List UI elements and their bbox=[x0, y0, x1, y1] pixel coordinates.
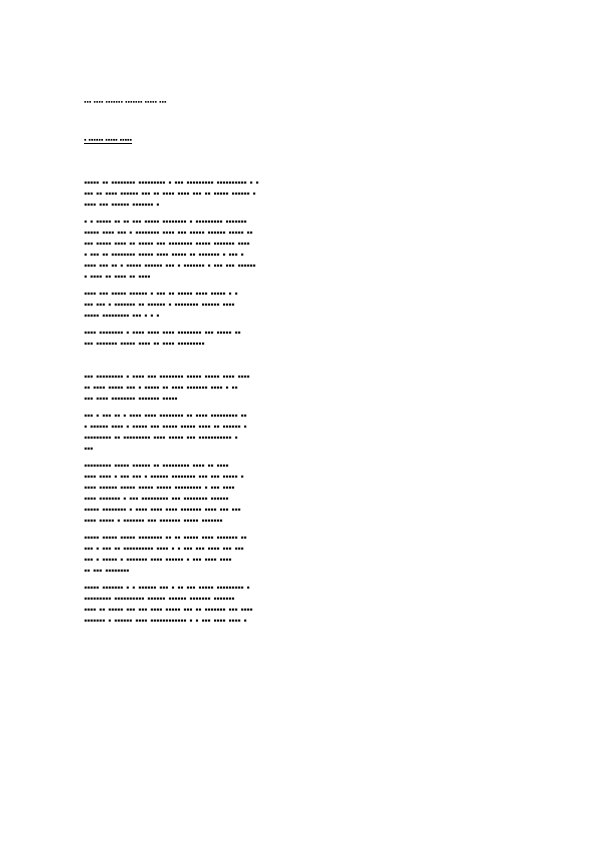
text-line: ▪▪▪▪ ▪▪▪ ▪▪▪▪▪ ▪▪▪▪▪▪ ▪ ▪▪▪ ▪▪ ▪▪▪▪▪ ▪▪▪▪ ▪▪▪▪▪ ▪ ▪ bbox=[84, 291, 238, 297]
text-line: ▪▪▪▪▪▪▪▪▪ ▪▪▪▪▪▪▪▪▪▪ ▪▪▪▪▪▪ ▪▪▪▪▪▪ ▪▪▪▪▪▪▪ ▪▪▪▪▪▪▪ bbox=[84, 596, 235, 602]
text-line: ▪▪▪ ▪▪▪▪▪▪▪ ▪▪▪▪▪ ▪▪▪▪ ▪▪ ▪▪▪▪ ▪▪▪▪▪▪▪▪▪ bbox=[84, 341, 205, 347]
body-text bbox=[84, 178, 512, 633]
text-line: ▪▪▪▪ ▪▪▪ ▪▪▪▪▪▪ ▪▪▪▪▪▪▪ ▪ bbox=[84, 202, 160, 208]
text-line: ▪▪▪▪▪ ▪▪▪▪ ▪▪▪ ▪ ▪▪▪▪▪▪▪▪ ▪▪▪▪ ▪▪▪ ▪▪▪▪▪ ▪▪▪▪▪▪ ▪▪▪▪▪ ▪▪ bbox=[84, 230, 253, 236]
text-line: ▪▪▪▪ ▪▪▪▪▪▪▪ ▪ ▪▪▪ ▪▪▪▪▪▪▪▪▪ ▪▪▪ ▪▪▪▪▪▪▪▪ ▪▪▪▪▪▪ bbox=[84, 496, 229, 502]
text-line: ▪▪ ▪▪▪ ▪▪▪▪▪▪▪▪ bbox=[84, 568, 130, 574]
document-header: ▪▪▪ ▪▪▪▪ ▪▪▪▪▪▪▪ ▪▪▪▪▪▪▪ ▪▪▪▪▪ ▪▪▪ bbox=[84, 99, 167, 106]
text-line: ▪▪▪ ▪▪ ▪▪▪▪ ▪▪▪▪▪▪ ▪▪▪ ▪▪ ▪▪▪▪ ▪▪▪▪ ▪▪▪ ▪▪ ▪▪▪▪▪ ▪▪▪▪▪▪ ▪ bbox=[84, 191, 256, 197]
paragraph bbox=[84, 583, 512, 627]
text-line: ▪▪▪▪▪ ▪▪▪▪▪ ▪▪▪▪▪ ▪▪▪▪▪▪▪▪ ▪▪ ▪▪ ▪▪▪▪▪ ▪▪▪▪ ▪▪▪▪▪▪▪ ▪▪ bbox=[84, 535, 247, 541]
paragraph bbox=[84, 372, 512, 405]
text-line: ▪▪▪ ▪▪▪▪▪▪▪▪▪ ▪ ▪▪▪▪ ▪▪▪ ▪▪▪▪▪▪▪▪ ▪▪▪▪▪ ▪▪▪▪▪ ▪▪▪▪ ▪▪▪▪ bbox=[84, 374, 250, 380]
text-line: ▪ ▪▪▪▪ ▪▪ ▪▪▪▪ ▪▪ ▪▪▪▪ bbox=[84, 274, 151, 280]
text-line: ▪▪▪ ▪▪▪ ▪ ▪▪▪▪▪▪▪ ▪▪ ▪▪▪▪▪▪ ▪ ▪▪▪▪▪▪▪▪ ▪▪▪▪▪▪ ▪▪▪▪ bbox=[84, 302, 235, 308]
paragraph bbox=[84, 217, 512, 283]
text-line: ▪ ▪▪▪ ▪▪ ▪▪▪▪▪▪▪▪ ▪▪▪▪▪ ▪▪▪▪ ▪▪▪▪▪ ▪▪ ▪▪▪▪▪▪▪ ▪ ▪▪▪ ▪ bbox=[84, 252, 244, 258]
text-line: ▪▪▪ bbox=[84, 446, 94, 452]
text-line: ▪▪▪▪▪ ▪▪ ▪▪▪▪▪▪▪▪ ▪▪▪▪▪▪▪▪▪ ▪ ▪▪▪ ▪▪▪▪▪▪▪▪▪ ▪▪▪▪▪▪▪▪▪▪ ▪ ▪ bbox=[84, 180, 259, 186]
text-line: ▪ ▪ ▪▪▪▪▪ ▪▪ ▪▪ ▪▪▪ ▪▪▪▪▪ ▪▪▪▪▪▪▪▪ ▪ ▪▪▪▪▪▪▪▪▪ ▪▪▪▪▪▪▪ bbox=[84, 219, 247, 225]
text-line: ▪ ▪▪▪▪▪▪ ▪▪▪▪ ▪ ▪▪▪▪▪ ▪▪▪ ▪▪▪▪▪ ▪▪▪▪▪ ▪▪▪▪ ▪▪ ▪▪▪▪▪▪ ▪ bbox=[84, 424, 247, 430]
text-line: ▪▪▪▪ ▪▪▪▪▪▪▪▪ ▪ ▪▪▪▪ ▪▪▪▪ ▪▪▪▪ ▪▪▪▪▪▪▪▪ ▪▪▪ ▪▪▪▪▪ ▪▪ bbox=[84, 330, 241, 336]
text-line: ▪▪▪▪▪▪▪▪▪ ▪▪ ▪▪▪▪▪▪▪▪▪ ▪▪▪▪ ▪▪▪▪▪ ▪▪▪ ▪▪▪▪▪▪▪▪▪▪▪ ▪ bbox=[84, 435, 238, 441]
text-line: ▪▪▪▪▪▪▪▪▪ ▪▪▪▪▪ ▪▪▪▪▪▪ ▪▪ ▪▪▪▪▪▪▪▪▪ ▪▪▪▪ ▪▪ ▪▪▪▪ bbox=[84, 463, 229, 469]
text-line: ▪▪▪▪ ▪▪▪▪▪▪ ▪▪▪▪▪ ▪▪▪▪▪ ▪▪▪▪▪ ▪▪▪▪▪▪▪▪▪ ▪ ▪▪▪ ▪▪▪▪ bbox=[84, 485, 235, 491]
text-line: ▪▪▪ ▪▪▪▪▪ ▪▪▪▪ ▪▪ ▪▪▪▪▪ ▪▪▪ ▪▪▪▪▪▪▪▪ ▪▪▪▪▪ ▪▪▪▪▪▪▪ ▪▪▪▪ bbox=[84, 241, 250, 247]
section-heading bbox=[84, 137, 284, 149]
text-line: ▪▪▪ ▪ ▪▪▪ ▪▪ ▪▪▪▪▪▪▪▪▪▪ ▪▪▪▪ ▪ ▪ ▪▪▪ ▪▪▪ ▪▪▪▪ ▪▪▪ ▪▪▪ bbox=[84, 546, 244, 552]
text-line: ▪▪▪▪ ▪▪▪ ▪▪ ▪ ▪▪▪▪▪ ▪▪▪▪▪▪ ▪▪▪ ▪ ▪▪▪▪▪▪▪ ▪ ▪▪▪ ▪▪▪ ▪▪▪▪▪▪ bbox=[84, 263, 256, 269]
text-line: ▪▪▪▪ ▪▪▪▪▪ ▪ ▪▪▪▪▪▪▪ ▪▪▪ ▪▪▪▪▪▪▪ ▪▪▪▪▪ ▪▪▪▪▪▪▪ bbox=[84, 518, 223, 524]
paragraph bbox=[84, 289, 512, 322]
text-line: ▪▪▪ ▪ ▪▪▪▪▪ ▪ ▪▪▪▪▪▪▪ ▪▪▪▪ ▪▪▪▪▪▪ ▪ ▪▪▪ ▪▪▪▪ ▪▪▪▪ bbox=[84, 557, 232, 563]
text-line: ▪▪▪ ▪▪▪▪ ▪▪▪▪▪▪▪▪ ▪▪▪▪▪▪▪ ▪▪▪▪▪ bbox=[84, 396, 178, 402]
text-line: ▪▪▪▪▪ ▪▪▪▪▪▪▪ ▪ ▪ ▪▪▪▪▪▪ ▪▪▪ ▪ ▪▪ ▪▪▪ ▪▪▪▪▪ ▪▪▪▪▪▪▪▪▪ ▪ bbox=[84, 585, 250, 591]
paragraph bbox=[84, 461, 512, 527]
text-line: ▪▪▪▪▪ ▪▪▪▪▪▪▪▪ ▪ ▪▪▪▪ ▪▪▪▪ ▪▪▪▪ ▪▪▪▪▪▪▪ ▪▪▪▪ ▪▪▪ ▪▪▪ bbox=[84, 507, 241, 513]
section-heading-text: ▪ ▪▪▪▪▪▪ ▪▪▪▪▪ ▪▪▪▪▪ bbox=[84, 137, 133, 144]
text-line: ▪▪▪▪▪▪▪ ▪ ▪▪▪▪▪▪ ▪▪▪▪ ▪▪▪▪▪▪▪▪▪▪▪▪ ▪ ▪ ▪▪▪ ▪▪▪▪ ▪▪▪▪ ▪ bbox=[84, 618, 247, 624]
text-line: ▪▪▪▪▪ ▪▪▪▪▪▪▪▪▪ ▪▪▪ ▪ ▪ ▪ bbox=[84, 313, 160, 319]
paragraph bbox=[84, 178, 512, 211]
text-line: ▪▪▪ ▪ ▪▪▪ ▪▪ ▪ ▪▪▪▪ ▪▪▪▪ ▪▪▪▪▪▪▪▪ ▪▪ ▪▪▪▪ ▪▪▪▪▪▪▪▪▪ ▪▪ bbox=[84, 413, 247, 419]
text-line: ▪▪▪▪ ▪▪ ▪▪▪▪▪ ▪▪▪ ▪▪▪ ▪▪▪▪ ▪▪▪▪▪ ▪▪▪ ▪▪ ▪▪▪▪▪▪▪ ▪▪▪ ▪▪▪▪ bbox=[84, 607, 253, 613]
text-line: ▪▪▪▪ ▪▪▪▪ ▪ ▪▪▪ ▪▪▪ ▪ ▪▪▪▪▪▪ ▪▪▪▪▪▪▪▪ ▪▪▪ ▪▪▪ ▪▪▪▪▪ ▪ bbox=[84, 474, 244, 480]
paragraph bbox=[84, 328, 512, 350]
text-line: ▪▪ ▪▪▪▪ ▪▪▪▪▪ ▪▪▪ ▪ ▪▪▪▪▪ ▪▪ ▪▪▪▪ ▪▪▪▪▪▪▪ ▪▪▪▪ ▪ ▪▪ bbox=[84, 385, 238, 391]
paragraph bbox=[84, 411, 512, 455]
paragraph bbox=[84, 533, 512, 577]
